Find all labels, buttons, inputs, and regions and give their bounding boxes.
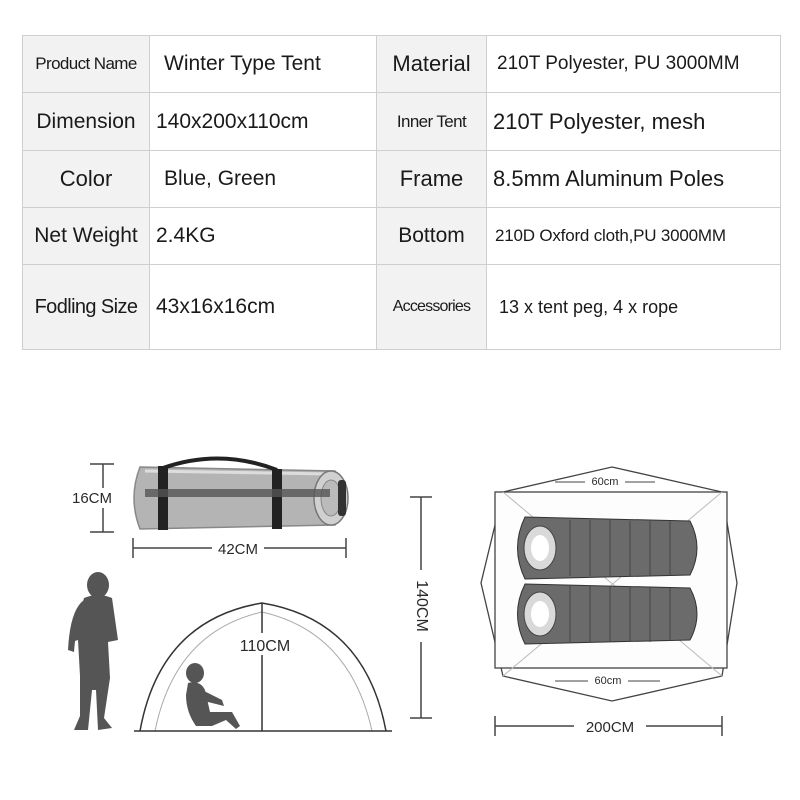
spec-value-cell [487,208,781,265]
packed-length-dimension [133,538,346,558]
dimension-value: 140x200x110cm [156,109,309,133]
frame-value: 8.5mm Aluminum Poles [493,165,725,191]
tent-side-view [134,603,392,731]
frame-label: Frame [399,165,464,191]
spec-value-cell [487,265,781,350]
folding-size-value: 43x16x16cm [156,295,276,319]
spec-row [23,36,781,93]
top-width-label: 60cm [591,476,619,488]
sleeping-bag [518,517,698,579]
bottom-value: 210D Oxford cloth,PU 3000MM [495,226,726,246]
spec-row [23,93,781,150]
spec-label-cell [377,150,487,207]
spec-row [23,265,781,350]
sitting-person-silhouette [186,663,240,729]
inner-tent-label: Inner Tent [396,111,467,131]
packed-height-label: 16CM [71,490,113,507]
material-label: Material [392,51,471,77]
spec-label-cell [23,36,150,93]
footprint-width-label: 200CM [585,719,635,736]
folding-size-label: Fodling Size [34,295,138,318]
net-weight-value: 2.4KG [156,224,216,248]
packed-height-dimension [65,464,117,532]
spec-label-cell [377,265,487,350]
spec-value-cell [487,150,781,207]
bottom-width-label: 60cm [594,675,622,687]
spec-label-cell [377,36,487,93]
product-name-label: Product Name [35,54,137,74]
spec-value-cell [487,93,781,150]
footprint-width-dimension [495,716,722,736]
color-label: Color [59,165,113,191]
spec-label-cell [377,93,487,150]
spec-label-cell [23,265,150,350]
tent-dimension-diagram [0,360,800,800]
spec-value-cell [150,265,377,350]
tent-height-label: 110CM [239,638,291,655]
footprint-length-label: 140CM [412,580,430,632]
product-name-value: Winter Type Tent [164,52,321,76]
inner-tent-value: 210T Polyester, mesh [493,108,706,134]
spec-row [23,150,781,207]
spec-value-cell [150,36,377,93]
color-value: Blue, Green [164,166,277,190]
spec-label-cell [23,93,150,150]
standing-person-silhouette [68,572,118,730]
dimension-label: Dimension [36,109,136,133]
accessories-label: Accessories [392,298,471,316]
spec-table [22,35,781,350]
spec-label-cell [377,208,487,265]
spec-value-cell [487,36,781,93]
accessories-value: 13 x tent peg, 4 x rope [499,296,679,317]
sleeping-bag [518,584,698,644]
tent-top-view [481,467,737,701]
spec-value-cell [150,93,377,150]
bottom-label: Bottom [398,224,465,248]
material-value: 210T Polyester, PU 3000MM [497,53,740,75]
spec-value-cell [150,208,377,265]
spec-value-cell [150,150,377,207]
spec-row [23,208,781,265]
spec-label-cell [23,150,150,207]
footprint-length-dimension [410,497,432,718]
packed-tent-bag [134,458,348,530]
spec-label-cell [23,208,150,265]
packed-length-label: 42CM [217,541,259,558]
net-weight-label: Net Weight [34,224,138,248]
